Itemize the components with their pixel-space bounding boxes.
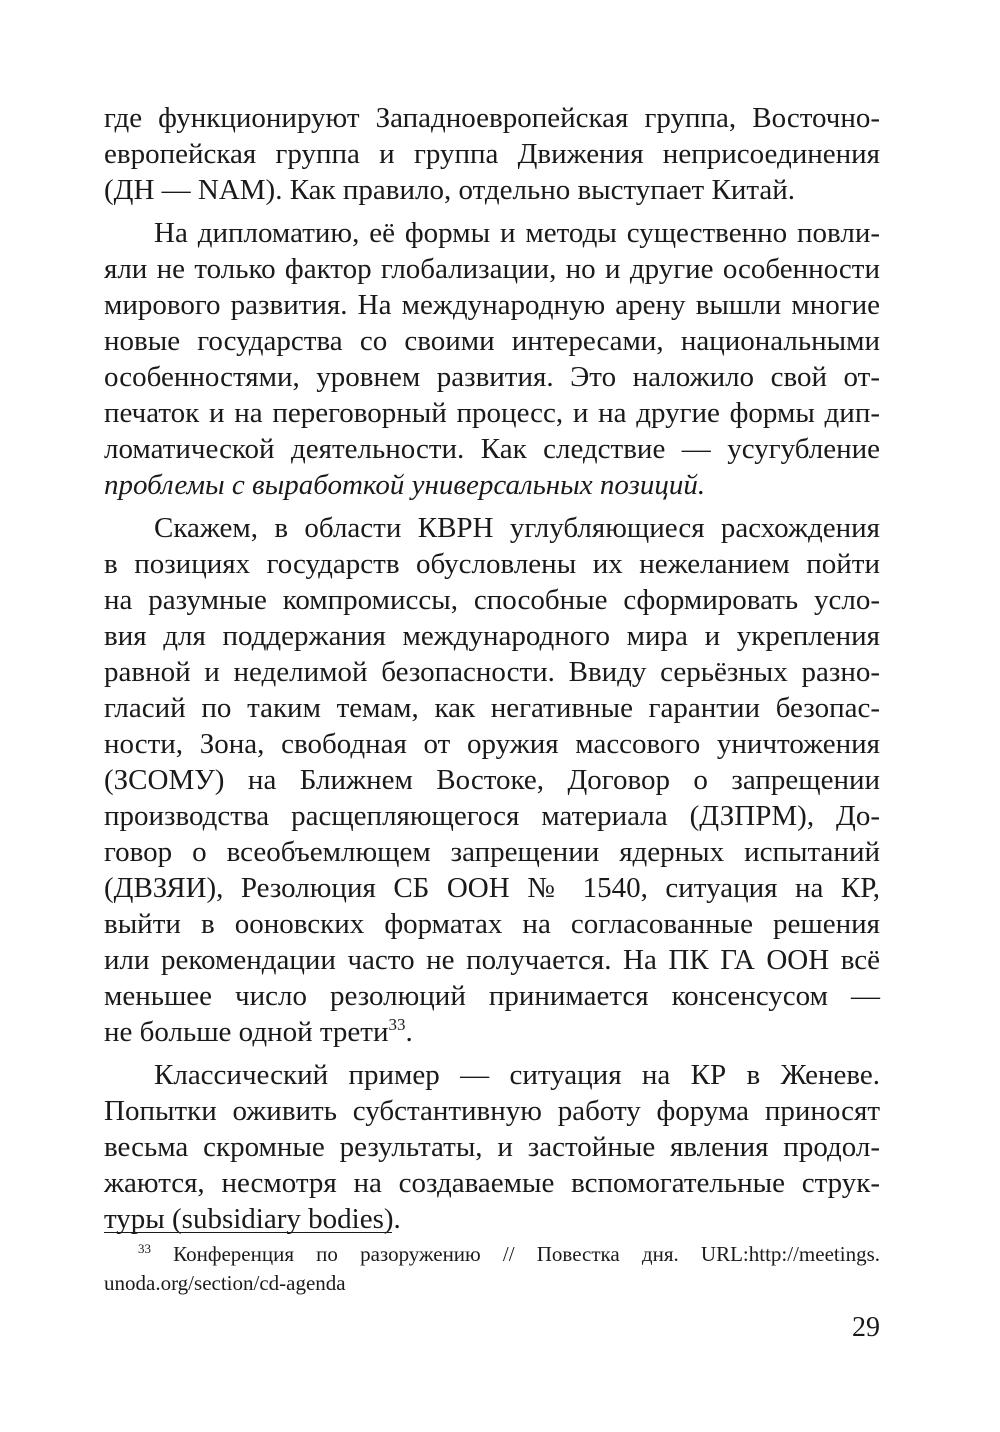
text-line: европейская группа и группа Движения неприсоединения xyxy=(104,138,880,170)
paragraph-4 xyxy=(104,1057,880,1237)
text-line: выйти в ооновских форматах на согласованные решения xyxy=(104,908,880,940)
text-line: (ДВЗЯИ), Резолюция СБ ООН № 1540, ситуация на КР, xyxy=(104,872,880,904)
text-fragment: не больше одной трети xyxy=(104,1016,389,1048)
text-line: Попытки оживить субстантивную работу форума приносят xyxy=(104,1095,880,1127)
text-line: ломатической деятельности. Как следствие — усугубление xyxy=(104,433,880,465)
text-line: Классический пример — ситуация на КР в Женеве. xyxy=(154,1059,880,1091)
text-line: или рекомендации часто не получается. На ПК ГА ООН всё xyxy=(104,944,880,976)
text-line: Скажем, в области КВРН углубляющиеся расхождения xyxy=(154,512,880,544)
paragraph-3 xyxy=(104,510,880,1050)
footnote-divider xyxy=(104,1232,392,1233)
text-line-with-footnote xyxy=(104,1014,880,1050)
footnote-line xyxy=(104,1240,880,1269)
text-line: на разумные компромиссы, способные сформировать усло- xyxy=(104,584,880,616)
text-line: новые государства со своими интересами, национальными xyxy=(104,325,880,357)
text-line: меньшее число резолюций принимается консенсусом — xyxy=(104,980,880,1012)
text-fragment: . xyxy=(405,1016,413,1048)
text-line: (ДН — NAM). Как правило, отдельно выступает Китай. xyxy=(104,174,796,206)
text-line: производства расщепляющегося материала (ДЗПРМ), До- xyxy=(104,800,880,832)
paragraph-2 xyxy=(104,215,880,503)
text-line: мирового развития. На международную арену вышли многие xyxy=(104,289,880,321)
text-line: печаток и на переговорный процесс, и на другие формы дип- xyxy=(104,397,880,429)
text-line: весьма скромные результаты, и застойные явления продол- xyxy=(104,1131,880,1163)
text-line: На дипломатию, её формы и методы существенно повли- xyxy=(154,217,880,249)
footnote-text: Конференция по разоружению // Повестка дня. URL:http://meetings. xyxy=(173,1242,880,1266)
text-line: гласий по таким темам, как негативные гарантии безопас- xyxy=(104,692,880,724)
text-line: в позициях государств обусловлены их нежеланием пойти xyxy=(104,548,880,580)
text-line: говор о всеобъемлющем запрещении ядерных испытаний xyxy=(104,836,880,868)
footnote-reference[interactable]: 33 xyxy=(388,1015,406,1034)
footnote xyxy=(104,1240,880,1298)
text-line: туры (subsidiary bodies). xyxy=(104,1203,401,1235)
page-number: 29 xyxy=(852,1312,880,1343)
footnote-marker: 33 xyxy=(138,1241,151,1256)
text-line: особенностями, уровнем развития. Это наложило свой от- xyxy=(104,361,880,393)
text-line: равной и неделимой безопасности. Ввиду серьёзных разно- xyxy=(104,656,880,688)
text-line: ности, Зона, свободная от оружия массового уничтожения xyxy=(104,728,880,760)
text-line: жаются, несмотря на создаваемые вспомогательные струк- xyxy=(104,1167,880,1199)
footnote-url-line[interactable]: unoda.org/section/cd-agenda xyxy=(104,1271,346,1295)
paragraph-1 xyxy=(104,100,880,208)
italic-emphasis-line: проблемы с выработкой универсальных позиций. xyxy=(104,469,706,501)
page-body xyxy=(104,100,880,1237)
text-line: вия для поддержания международного мира и укрепления xyxy=(104,620,880,652)
text-line: яли не только фактор глобализации, но и другие особенности xyxy=(104,253,880,285)
text-line: где функционируют Западноевропейская группа, Восточно- xyxy=(104,102,880,134)
text-line: (ЗСОМУ) на Ближнем Востоке, Договор о запрещении xyxy=(104,764,880,796)
